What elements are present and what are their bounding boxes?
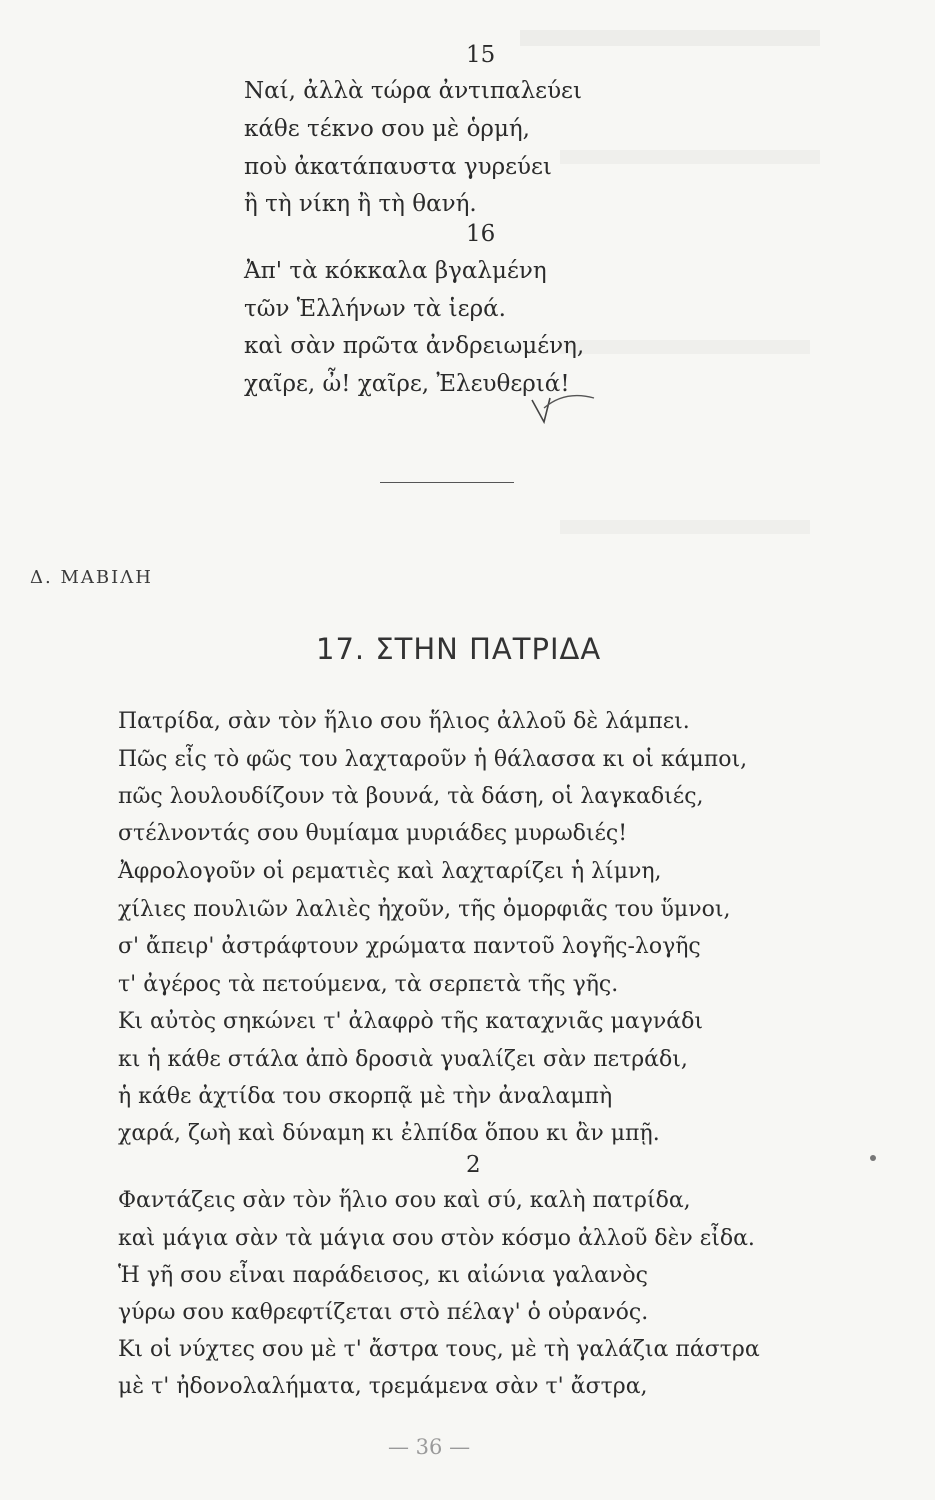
verse-line: πῶς λουλουδίζουν τὰ βουνά, τὰ δάση, οἱ λαγκαδιές, xyxy=(118,784,704,809)
verse-line: γύρω σου καθρεφτίζεται στὸ πέλαγ' ὁ οὐρανός. xyxy=(118,1300,649,1325)
verse-line: τῶν Ἑλλήνων τὰ ἱερά. xyxy=(244,296,506,322)
verse-line: Πῶς εἶς τὸ φῶς του λαχταροῦν ἡ θάλασσα κι οἱ κάμποι, xyxy=(118,747,748,772)
section-number: 2 xyxy=(466,1152,481,1178)
poem-title: 17. ΣΤΗΝ ΠΑΤΡΙΔΑ xyxy=(316,632,602,666)
verse-line: Φαντάζεις σὰν τὸν ἥλιο σου καὶ σύ, καλὴ πατρίδα, xyxy=(118,1188,691,1213)
section-divider xyxy=(380,482,514,483)
verse-line: καὶ μάγια σὰν τὰ μάγια σου στὸν κόσμο ἀλλοῦ δὲν εἶδα. xyxy=(118,1226,755,1251)
verse-line: Ναί, ἀλλὰ τώρα ἀντιπαλεύει xyxy=(244,78,582,104)
verse-line: στέλνοντάς σου θυμίαμα μυριάδες μυρωδιές! xyxy=(118,821,628,846)
verse-line: ἡ κάθε ἀχτίδα του σκορπᾷ μὲ τὴν ἀναλαμπὴ xyxy=(118,1084,613,1109)
verse-line: τ' ἀγέρος τὰ πετούμενα, τὰ σερπετὰ τῆς γῆς. xyxy=(118,972,619,997)
verse-line: Ἡ γῆ σου εἶναι παράδεισος, κι αἰώνια γαλανὸς xyxy=(118,1263,648,1288)
stanza-number: 16 xyxy=(466,221,496,247)
handwritten-check-mark-icon xyxy=(530,378,600,428)
author-name: Δ. ΜΑΒΙΛΗ xyxy=(30,567,153,588)
verse-line: κι ἡ κάθε στάλα ἀπὸ δροσιὰ γυαλίζει σὰν πετράδι, xyxy=(118,1047,688,1072)
verse-line: Κι αὐτὸς σηκώνει τ' ἀλαφρὸ τῆς καταχνιᾶς μαγνάδι xyxy=(118,1009,703,1034)
page-number: — 36 — xyxy=(388,1435,471,1459)
stanza-number: 15 xyxy=(466,42,496,68)
verse-line: καὶ σὰν πρῶτα ἀνδρειωμένη, xyxy=(244,333,585,359)
ink-speck xyxy=(870,1155,876,1161)
verse-line: ἢ τὴ νίκη ἢ τὴ θανή. xyxy=(244,191,477,217)
verse-line: Ἀπ' τὰ κόκκαλα βγαλμένη xyxy=(244,258,547,284)
verse-line: χαῖρε, ὦ! χαῖρε, Ἐλευθεριά! xyxy=(244,371,570,397)
verse-line: ποὺ ἀκατάπαυστα γυρεύει xyxy=(244,154,552,180)
verse-line: σ' ἄπειρ' ἀστράφτουν χρώματα παντοῦ λογῆς-λογῆς xyxy=(118,934,701,959)
verse-line: χαρά, ζωὴ καὶ δύναμη κι ἐλπίδα ὅπου κι ἂν μπῇ. xyxy=(118,1121,660,1146)
verse-line: Κι οἱ νύχτες σου μὲ τ' ἄστρα τους, μὲ τὴ γαλάζια πάστρα xyxy=(118,1337,760,1362)
verse-line: κάθε τέκνο σου μὲ ὁρμή, xyxy=(244,116,530,142)
verse-line: Πατρίδα, σὰν τὸν ἥλιο σου ἥλιος ἀλλοῦ δὲ λάμπει. xyxy=(118,709,690,734)
verse-line: χίλιες πουλιῶν λαλιὲς ἠχοῦν, τῆς ὀμορφιᾶς του ὕμνοι, xyxy=(118,897,731,922)
verse-line: Ἀφρολογοῦν οἱ ρεματιὲς καὶ λαχταρίζει ἡ λίμνη, xyxy=(118,859,662,884)
verse-line: μὲ τ' ἠδονολαλήματα, τρεμάμενα σὰν τ' ἄστρα, xyxy=(118,1374,648,1399)
